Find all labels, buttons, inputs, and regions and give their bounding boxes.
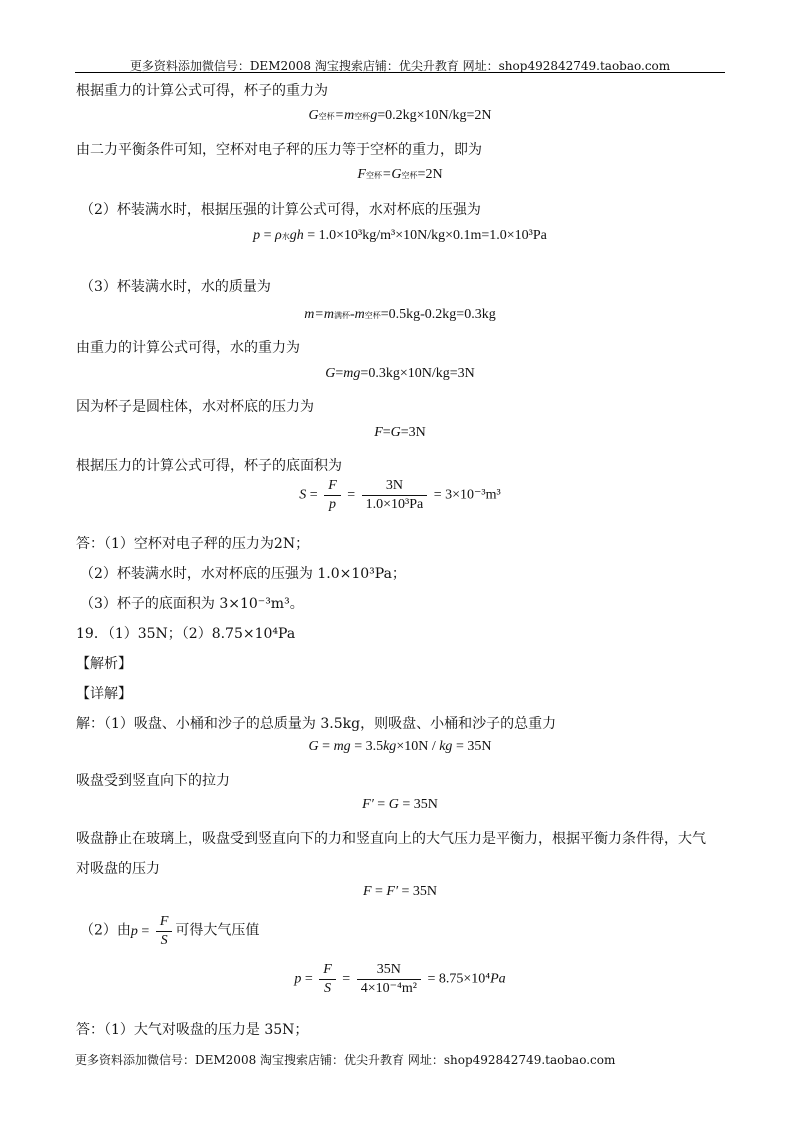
equation-water-mass: m=m满杯-m空杯=0.5kg-0.2kg=0.3kg [304,307,496,322]
text-line: 吸盘静止在玻璃上，吸盘受到竖直向下的力和竖直向上的大气压力是平衡力，根据平衡力条件得，大气 [76,831,706,847]
text-line-with-formula: （2）由p = $\frac{F}{S}$ 可得大气压值 [80,914,260,948]
answer-line: 答：（1）空杯对电子秤的压力为2N； [76,536,310,552]
equation-air-force: F = F′ = 35N [362,884,438,899]
equation-base-area: S = $\frac{F}{p}$ = $\frac{3N}{\text{1.0×10³Pa}}$ = 3×10⁻³m³ [299,478,501,512]
text-line: 因为杯子是圆柱体，水对杯底的压力为 [76,399,314,415]
equation-atmospheric-pressure: p = $\frac{F}{S}$ = $\frac{35N}{\text{4×10⁻⁴m²}}$ = 8.75×10⁴Pa [294,962,506,996]
answer-line: （2）杯装满水时，水对杯底的压强为 1.0×10³Pa； [80,566,406,582]
text-line: 由二力平衡条件可知，空杯对电子秤的压力等于空杯的重力，即为 [76,142,482,158]
answer-line: 答：（1）大气对吸盘的压力是 35N； [76,1022,309,1038]
section-heading-analysis: 【解析】 [76,656,132,672]
text-line: 吸盘受到竖直向下的拉力 [76,773,230,789]
header-divider [75,72,725,73]
equation-pull-force: F′ = G = 35N [362,797,438,812]
equation-cup-pressure-force: F空杯=G空杯=2N [357,167,443,182]
text-line: 由重力的计算公式可得，水的重力为 [76,340,300,356]
text-line: 对吸盘的压力 [76,861,160,877]
text-line: 根据重力的计算公式可得，杯子的重力为 [76,83,328,99]
equation-total-weight: G = mg = 3.5kg×10N / kg = 35N [308,739,492,754]
equation-water-pressure: p = ρ水gh = 1.0×10³kg/m³×10N/kg×0.1m=1.0×10³Pa [253,228,547,243]
equation-cup-weight: G空杯=m空杯g=0.2kg×10N/kg=2N [308,108,492,123]
text-line: （3）杯装满水时，水的质量为 [80,279,271,295]
equation-water-force: F=G=3N [374,425,426,440]
text-line: （2）杯装满水时，根据压强的计算公式可得，水对杯底的压强为 [80,202,481,218]
text-line: 解：（1）吸盘、小桶和沙子的总质量为 3.5kg，则吸盘、小桶和沙子的总重力 [76,716,557,732]
text-line: 根据压力的计算公式可得，杯子的底面积为 [76,458,342,474]
page-footer: 更多资料添加微信号：DEM2008 淘宝搜索店铺：优尖升教育 网址：shop492842749.taobao.com [75,1053,616,1067]
equation-water-weight: G=mg=0.3kg×10N/kg=3N [325,366,475,381]
page-header: 更多资料添加微信号：DEM2008 淘宝搜索店铺：优尖升教育 网址：shop492842749.taobao.com [129,59,671,73]
section-heading-detail: 【详解】 [76,686,132,702]
question-19-answer: 19．（1）35N；（2）8.75×10⁴Pa [76,626,296,642]
answer-line: （3）杯子的底面积为 3×10⁻³m³。 [80,596,304,612]
